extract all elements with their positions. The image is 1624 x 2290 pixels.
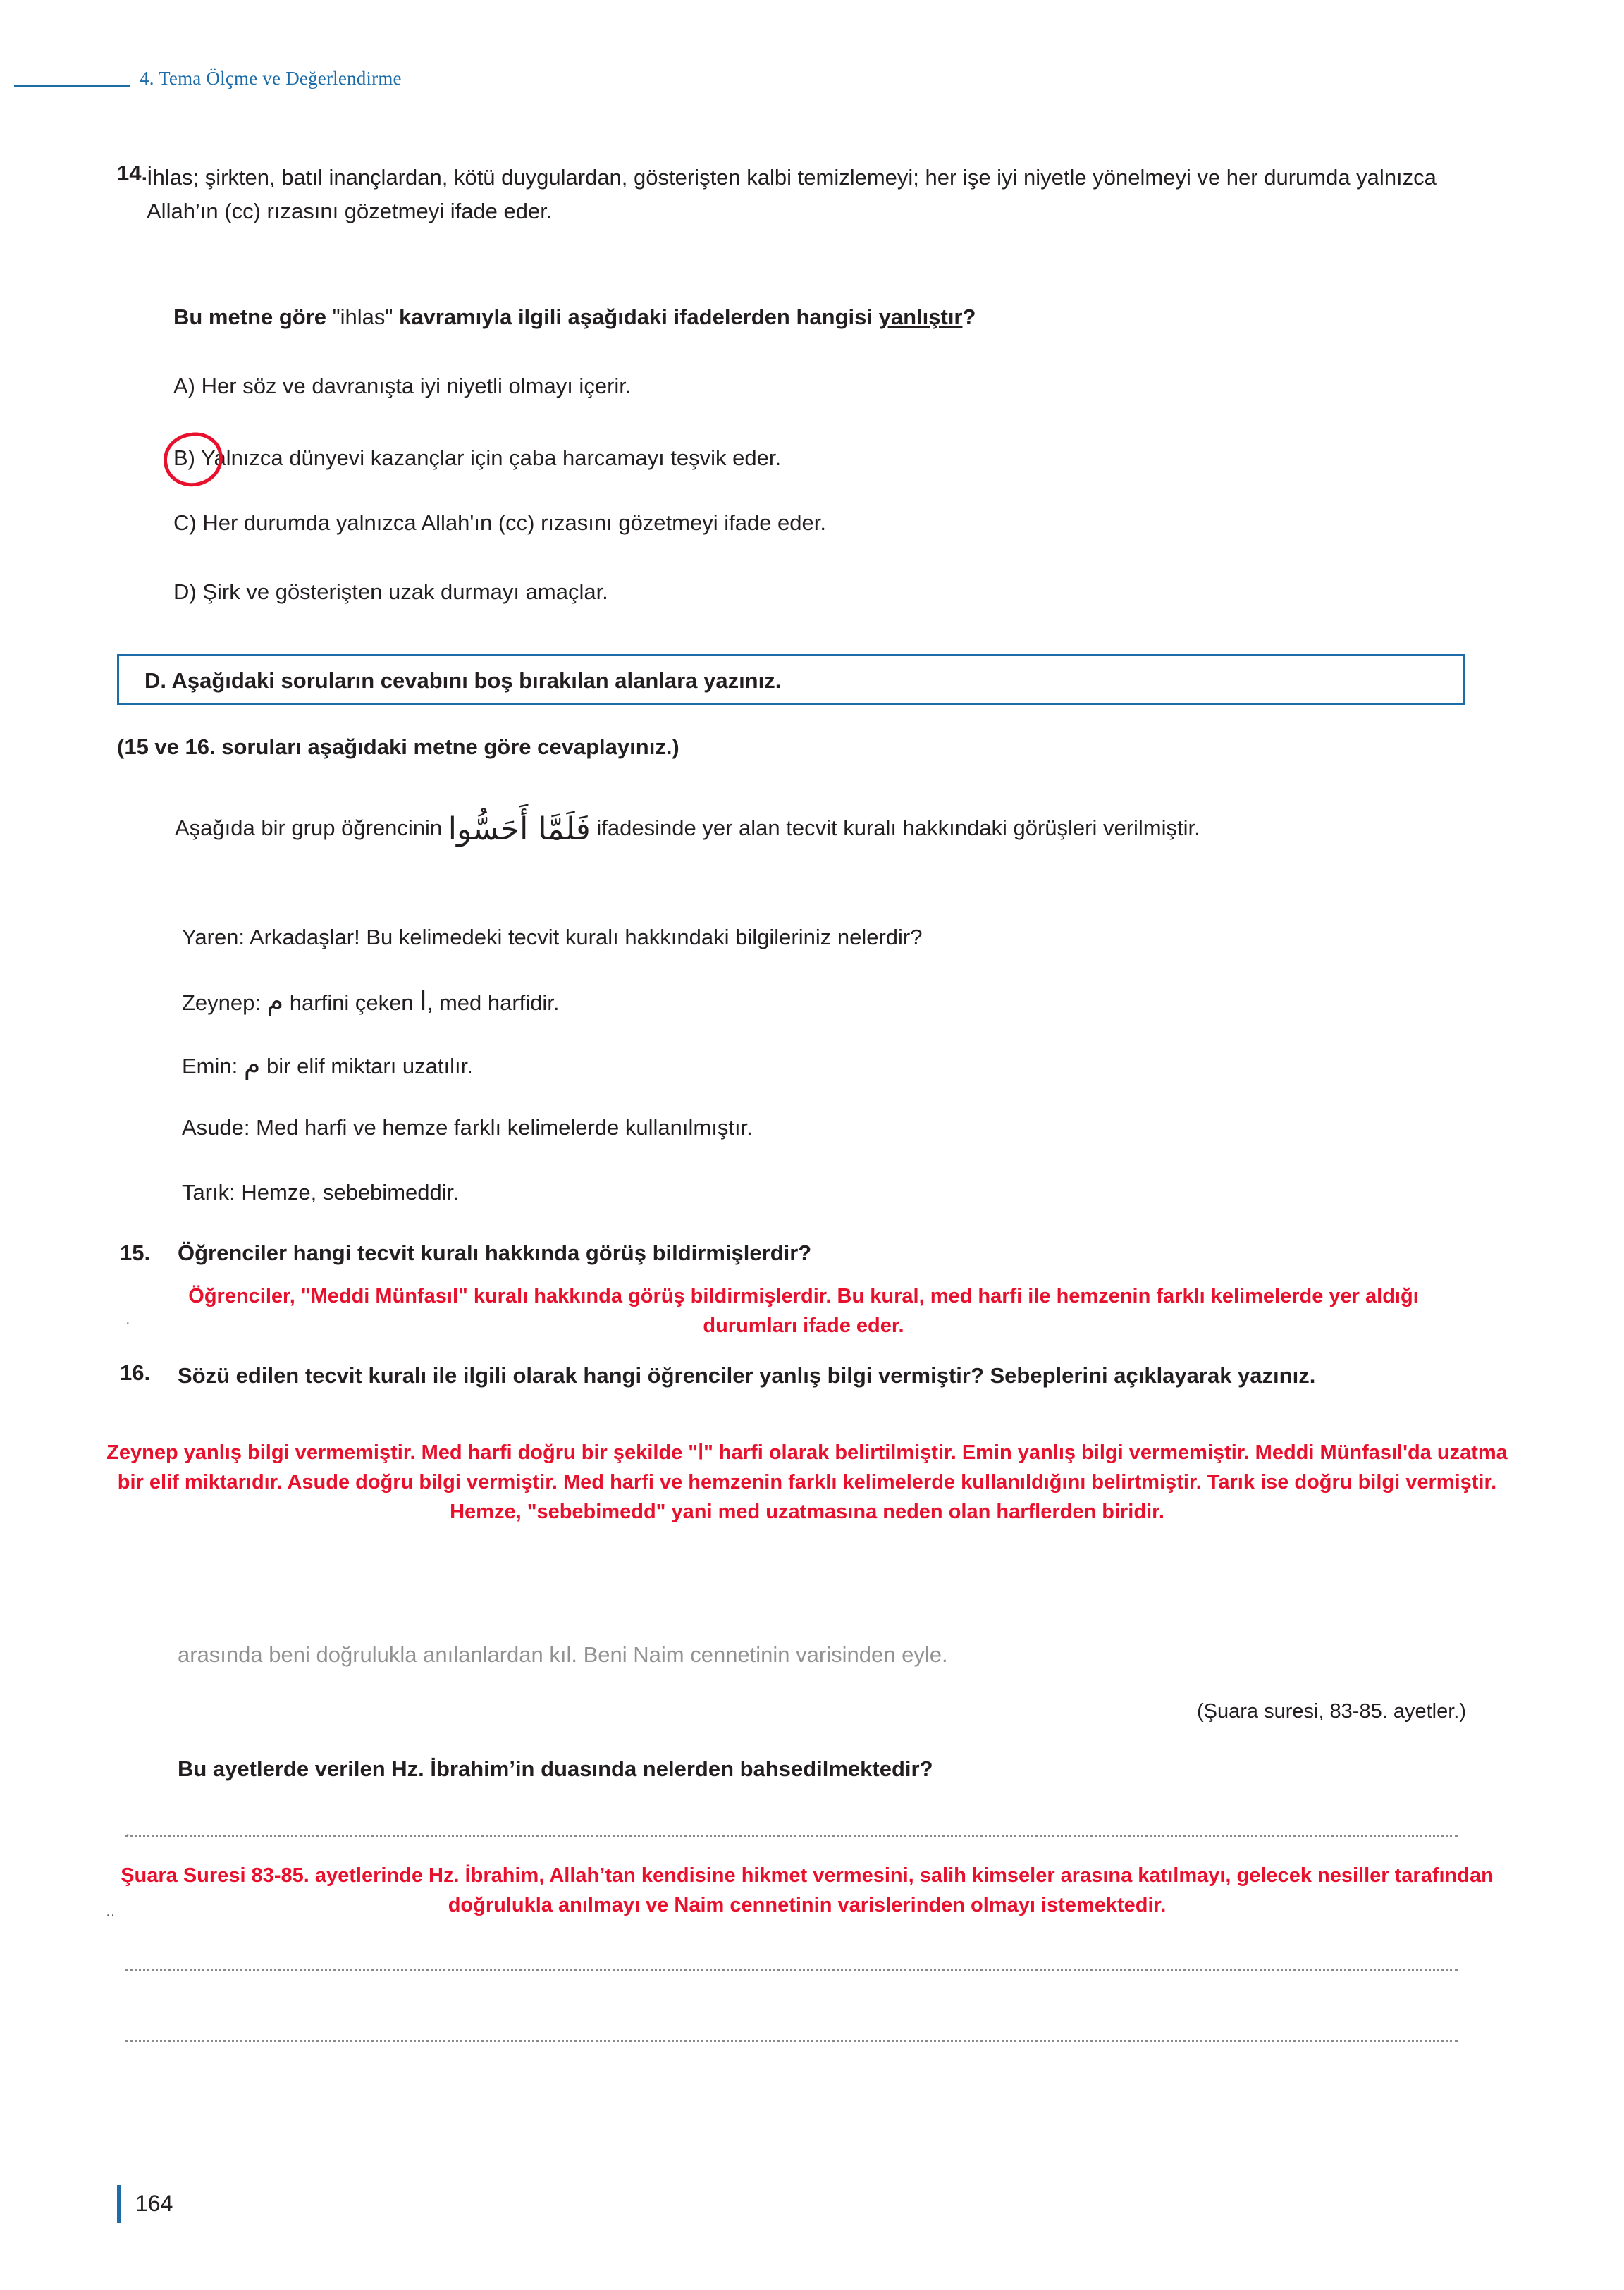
page-number: 164 — [135, 2191, 173, 2216]
speaker-emin: Emin: — [182, 1054, 238, 1078]
prompt-end: ? — [962, 304, 976, 329]
arabic-letter-mim: م — [266, 985, 284, 1016]
prompt-part-1: Bu metne göre — [173, 304, 333, 329]
dialogue-text-tarik: Hemze, sebebimeddir. — [241, 1180, 459, 1205]
arabic-phrase: فَلَمَّا أَحَسُّوا — [448, 811, 591, 847]
choice-a-text: Her söz ve davranışta iyi niyetli olmayı içerir. — [201, 374, 632, 398]
dialogue-emin-text: bir elif miktarı uzatılır. — [260, 1054, 473, 1078]
section-d-label: D. Aşağıdaki soruların cevabını boş bırakılan alanlara yazınız. — [144, 668, 782, 693]
dialogue-line-asude — [182, 1114, 1451, 1142]
choice-b-label: B) — [173, 445, 195, 470]
page-header — [0, 68, 1624, 96]
passage-lead-after: ifadesinde yer alan tecvit kuralı hakkındaki görüşleri verilmiştir. — [590, 815, 1200, 840]
question-17-prompt: Bu ayetlerde verilen Hz. İbrahim’in duasında nelerden bahsedilmektedir? — [178, 1756, 933, 1781]
answer-line-dot-2: · — [125, 1827, 130, 1842]
choice-c-label: C) — [173, 510, 197, 535]
dialogue-line-yaren — [182, 923, 1451, 952]
prompt-underlined: yanlıştır — [878, 304, 963, 329]
prompt-part-2: kavramıyla ilgili aşağıdaki ifadelerden hangisi — [393, 304, 879, 329]
question-14-stem: İhlas; şirkten, batıl inançlardan, kötü duygulardan, gösterişten kalbi temizlemeyi; her işe iyi niyetle yönelmeyi ve her durumda yalnızca Allah’ın (cc) rızasını gözetmeyi ifade eder. — [147, 165, 1437, 223]
question-16-number: 16. — [120, 1360, 151, 1385]
answer-line-dot: · — [125, 1315, 130, 1331]
dialogue-line-zeynep — [182, 987, 1451, 1017]
question-14-prompt — [173, 303, 1477, 331]
speaker-asude: Asude: — [182, 1115, 250, 1140]
answer-line-2[interactable] — [125, 1969, 1458, 1971]
choice-a-label: A) — [173, 374, 195, 398]
question-17-answer: Şuara Suresi 83-85. ayetlerinde Hz. İbrahim, Allah’tan kendisine hikmet vermesini, salih kimseler arasına katılmayı, gelecek nesiller tarafından doğrulukla anılmayı ve Naim cennetinin varislerinden olmayı istemektedir. — [121, 1864, 1494, 1916]
dialogue-zeynep-after: , med harfidir. — [426, 990, 560, 1015]
question-15-number: 15. — [120, 1241, 151, 1265]
arabic-letter-elif: ا — [419, 985, 427, 1016]
verse-reference: (Şuara suresi, 83-85. ayetler.) — [1196, 1700, 1466, 1723]
speaker-zeynep: Zeynep: — [182, 990, 262, 1015]
answer-line-dot-3: ·· — [106, 1907, 116, 1923]
section-d-box — [117, 654, 1465, 705]
handwritten-circle-mark — [160, 429, 227, 491]
choice-d-label: D) — [173, 579, 197, 604]
arabic-letter-mim-2: م — [243, 1049, 261, 1080]
choice-d[interactable] — [173, 578, 1442, 606]
answer-line-3[interactable] — [125, 2040, 1458, 2042]
header-title: 4. Tema Ölçme ve Değerlendirme — [140, 68, 402, 89]
dialogue-zeynep-mid: harfini çeken — [283, 990, 420, 1015]
dialogue-text-yaren: Arkadaşlar! Bu kelimedeki tecvit kuralı hakkındaki bilgileriniz nelerdir? — [249, 925, 923, 949]
question-14-number: 14. — [117, 161, 148, 185]
choice-b[interactable] — [173, 444, 1442, 472]
answer-line-1[interactable] — [125, 1835, 1458, 1837]
speaker-tarik: Tarık: — [182, 1180, 235, 1205]
choice-a[interactable] — [173, 372, 1442, 400]
dialogue-text-asude: Med harfi ve hemze farklı kelimelerde kullanılmıştır. — [256, 1115, 753, 1140]
choice-b-text: Yalnızca dünyevi kazançlar için çaba harcamayı teşvik eder. — [201, 445, 782, 470]
passage-instruction: (15 ve 16. soruları aşağıdaki metne göre cevaplayınız.) — [117, 734, 679, 759]
dialogue-line-emin — [182, 1050, 1451, 1081]
question-16-answer: Zeynep yanlış bilgi vermemiştir. Med harfi doğru bir şekilde "ا" harfi olarak belirtilmiştir. Emin yanlış bilgi vermemiştir. Meddi Münfasıl'da uzatma bir elif miktarıdır. Asude doğru bilgi vermiştir. Med harfi ve hemzenin farklı kelimelerde kullanıldığını belirtmiştir. Tarık ise doğru bilgi vermiştir. Hemze, "sebebimedd" yani med uzatmasına neden olan harflerden biridir. — [106, 1441, 1508, 1523]
prompt-quoted: "ihlas" — [332, 304, 393, 329]
speaker-yaren: Yaren: — [182, 925, 245, 949]
footer-accent-bar — [117, 2185, 121, 2223]
passage-lead-before: Aşağıda bir grup öğrencinin — [175, 815, 448, 840]
question-15-answer: Öğrenciler, "Meddi Münfasıl" kuralı hakkında görüş bildirmişlerdir. Bu kural, med harfi ile hemzenin farklı kelimelerde yer aldığı durumları ifade eder. — [188, 1285, 1419, 1337]
choice-d-text: Şirk ve gösterişten uzak durmayı amaçlar. — [202, 579, 608, 604]
header-rule — [14, 85, 130, 87]
question-16-text: Sözü edilen tecvit kuralı ile ilgili olarak hangi öğrenciler yanlış bilgi vermiştir? Sebeplerini açıklayarak yazınız. — [178, 1363, 1316, 1388]
choice-c[interactable] — [173, 509, 1442, 537]
question-15-text: Öğrenciler hangi tecvit kuralı hakkında görüş bildirmişlerdir? — [178, 1241, 812, 1265]
dialogue-line-tarik — [182, 1178, 1451, 1207]
choice-c-text: Her durumda yalnızca Allah'ın (cc) rızasını gözetmeyi ifade eder. — [202, 510, 827, 535]
verse-partial-text: arasında beni doğrulukla anılanlardan kıl. Beni Naim cennetinin varisinden eyle. — [178, 1642, 948, 1667]
passage-lead — [175, 812, 1479, 846]
